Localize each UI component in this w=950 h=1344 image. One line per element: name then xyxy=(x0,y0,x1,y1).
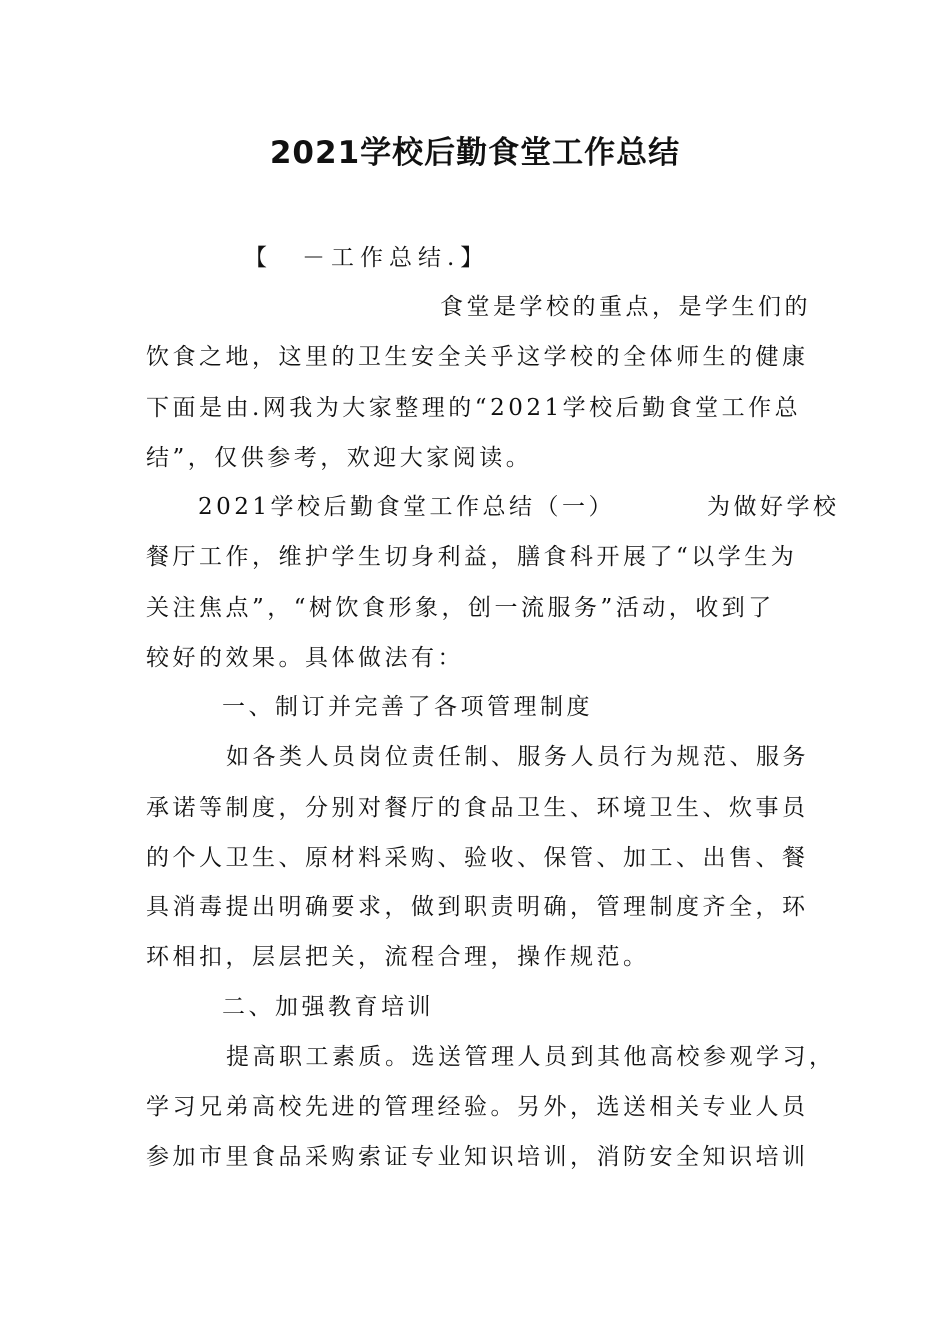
body-line: 承诺等制度，分别对餐厅的食品卫生、环境卫生、炊事员 xyxy=(146,795,809,821)
body-line: 参加市里食品采购索证专业知识培训，消防安全知识培训 xyxy=(146,1144,809,1170)
intro-line-4: 结”，仅供参考，欢迎大家阅读。 xyxy=(146,445,533,471)
document-title: 2021学校后勤食堂工作总结 xyxy=(269,135,681,171)
body-line: 具消毒提出明确要求，做到职责明确，管理制度齐全，环 xyxy=(146,894,809,920)
subheading-2: 二、加强教育培训 xyxy=(222,994,434,1020)
body-line: 餐厅工作，维护学生切身利益，膳食科开展了“以学生为 xyxy=(146,544,798,570)
section-body-start: 为做好学校 xyxy=(707,494,840,520)
body-line: 如各类人员岗位责任制、服务人员行为规范、服务 xyxy=(226,744,809,770)
intro-line-3: 下面是由.网我为大家整理的“2021学校后勤食堂工作总 xyxy=(146,395,802,421)
intro-line-1: 食堂是学校的重点，是学生们的 xyxy=(440,294,811,320)
section-heading-line xyxy=(198,490,860,524)
intro-line-2: 饮食之地，这里的卫生安全关乎这学校的全体师生的健康 xyxy=(146,344,809,370)
category-tag: 【 －工作总结.】 xyxy=(244,245,490,271)
body-line: 较好的效果。具体做法有： xyxy=(146,645,464,671)
section-heading: 2021学校后勤食堂工作总结（一） xyxy=(198,494,616,520)
body-line: 环相扣，层层把关，流程合理，操作规范。 xyxy=(146,944,650,970)
body-line: 提高职工素质。选送管理人员到其他高校参观学习， xyxy=(226,1044,836,1070)
body-line: 的个人卫生、原材料采购、验收、保管、加工、出售、餐 xyxy=(146,845,809,871)
body-line: 学习兄弟高校先进的管理经验。另外，选送相关专业人员 xyxy=(146,1094,809,1120)
subheading-1: 一、制订并完善了各项管理制度 xyxy=(222,694,593,720)
body-line: 关注焦点”，“树饮食形象，创一流服务”活动，收到了 xyxy=(146,595,775,621)
